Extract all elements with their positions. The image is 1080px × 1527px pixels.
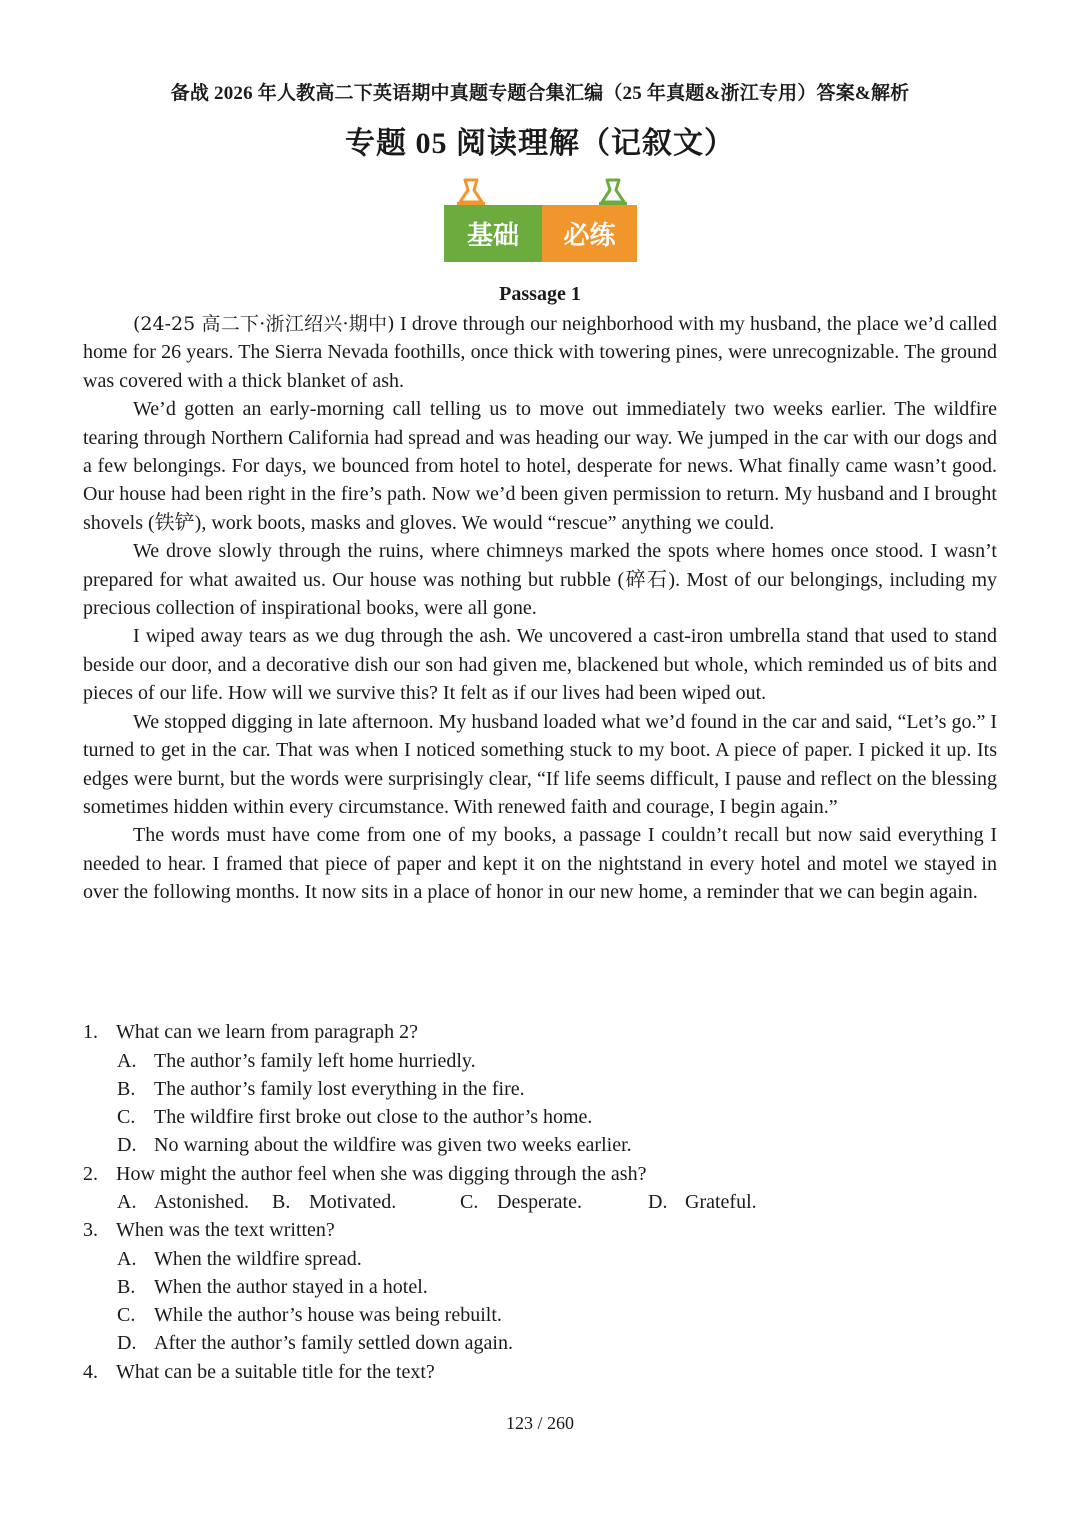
answer-option: B. When the author stayed in a hotel. bbox=[117, 1276, 428, 1298]
answer-option: C. While the author’s house was being rebuilt. bbox=[117, 1304, 502, 1326]
answer-option: A. When the wildfire spread. bbox=[117, 1248, 362, 1270]
answer-option: D. After the author’s family settled down again. bbox=[117, 1332, 513, 1354]
question-1 bbox=[83, 1018, 418, 1046]
question-text: What can be a suitable title for the text? bbox=[116, 1361, 435, 1383]
answer-option: D. No warning about the wildfire was given two weeks earlier. bbox=[117, 1134, 632, 1156]
answer-option: D. Grateful. bbox=[648, 1191, 757, 1213]
passage-title: Passage 1 bbox=[499, 283, 581, 305]
passage-paragraph: We’d gotten an early-morning call telling us to move out immediately two weeks earlier. The wildfire tearing through Northern California had spread and was heading our way. We jumped in the car with our dogs and a few belongings. For days, we bounced from hotel to hotel, desperate for news. What finally came wasn’t good. Our house had been right in the fire’s path. Now we’d been given permission to return. My husband and I brought shovels (铁铲), work boots, masks and gloves. We would “rescue” anything we could. bbox=[83, 398, 997, 534]
question-number: 1. bbox=[83, 1021, 98, 1043]
running-header: 备战 2026 年人教高二下英语期中真题专题合集汇编（25 年真题&浙江专用）答案&解析 bbox=[170, 83, 910, 104]
question-text: When was the text written? bbox=[116, 1219, 335, 1241]
passage-paragraph: We drove slowly through the ruins, where chimneys marked the spots where homes once stood. I wasn’t prepared for what awaited us. Our house was nothing but rubble (碎石). Most of our belongings, including my precious collection of inspirational books, were all gone. bbox=[83, 540, 997, 620]
answer-option: A. Astonished. bbox=[117, 1191, 249, 1213]
passage-paragraph: We stopped digging in late afternoon. My husband loaded what we’d found in the car and said, “Let’s go.” I turned to get in the car. That was when I noticed something stuck to my boot. A piece of paper. I picked it up. Its edges were burnt, but the words were surprisingly clear, “If life seems difficult, I pause and reflect on the blessing sometimes hidden within every circumstance. With renewed faith and courage, I begin again.” bbox=[83, 710, 997, 818]
badge-right-text: 必练 bbox=[542, 205, 637, 262]
question-number: 3. bbox=[83, 1219, 98, 1241]
answer-option: B. Motivated. bbox=[272, 1191, 397, 1213]
section-badge bbox=[440, 178, 640, 266]
answer-option: C. The wildfire first broke out close to the author’s home. bbox=[117, 1106, 593, 1128]
question-2 bbox=[83, 1160, 646, 1188]
question-text: How might the author feel when she was digging through the ash? bbox=[116, 1163, 647, 1185]
question-text: What can we learn from paragraph 2? bbox=[116, 1021, 419, 1043]
answer-option: B. The author’s family lost everything in the fire. bbox=[117, 1078, 525, 1100]
passage-paragraph: (24-25 高二下·浙江绍兴·期中) I drove through our neighborhood with my husband, the place we’d called home for 26 years. The Sierra Nevada foothills, once thick with towering pines, were unrecognizable. The ground was covered with a thick blanket of ash. bbox=[83, 313, 997, 392]
answer-option: C. Desperate. bbox=[460, 1191, 582, 1213]
passage-source: (24-25 高二下·浙江绍兴·期中) bbox=[133, 313, 395, 335]
page-number: 123 / 260 bbox=[505, 1413, 574, 1433]
question-number: 4. bbox=[83, 1361, 98, 1383]
topic-title: 专题 05 阅读理解（记叙文） bbox=[345, 127, 735, 160]
passage-paragraph: I wiped away tears as we dug through the ash. We uncovered a cast-iron umbrella stand that used to stand beside our door, and a decorative dish our son had given me, blackened but whole, which reminded us of bits and pieces of our life. How will we survive this? It felt as if our lives had been wiped out. bbox=[83, 625, 997, 705]
question-3 bbox=[83, 1216, 335, 1244]
question-4 bbox=[83, 1358, 435, 1386]
passage-body bbox=[83, 310, 997, 907]
badge-label bbox=[444, 205, 637, 262]
passage-paragraph: The words must have come from one of my books, a passage I couldn’t recall but now said everything I needed to hear. I framed that piece of paper and kept it on the nightstand in every hotel and motel we stayed in over the following months. It now sits in a place of honor in our new home, a reminder that we can begin again. bbox=[83, 824, 997, 904]
answer-option: A. The author’s family left home hurriedly. bbox=[117, 1050, 476, 1072]
badge-left-text: 基础 bbox=[444, 205, 542, 262]
question-number: 2. bbox=[83, 1163, 98, 1185]
